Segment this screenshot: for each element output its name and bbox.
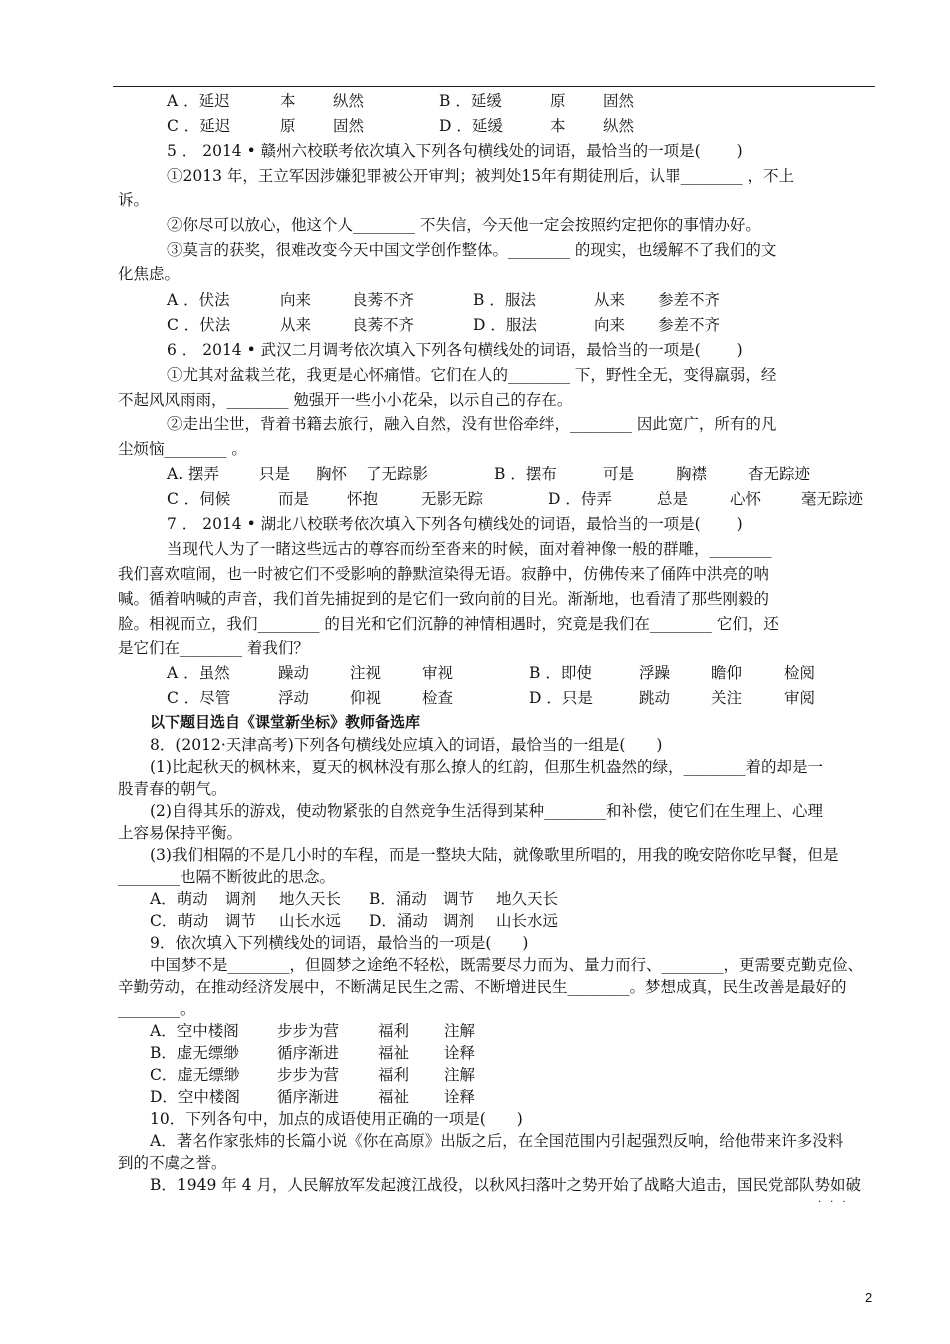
page-number: 2 bbox=[865, 1290, 873, 1305]
option-cell: 向来 bbox=[594, 316, 626, 334]
option-cell: 诠释 bbox=[444, 1044, 476, 1062]
option-cell: 调节 bbox=[443, 890, 475, 908]
option-cell: 仰视 bbox=[350, 689, 382, 707]
option-cell: B ．即使 bbox=[529, 664, 592, 682]
option-cell: D ．侍弄 bbox=[548, 490, 612, 508]
line-text: ________也隔不断彼此的思念。 bbox=[118, 868, 336, 886]
line-text: 6 ． 2014 • 武汉二月调考依次填入下列各句横线处的词语，最恰当的一项是( ) bbox=[167, 341, 743, 359]
option-cell: 调剂 bbox=[443, 912, 475, 930]
option-cell: 心怀 bbox=[730, 490, 762, 508]
option-cell: A. 摆弄 bbox=[167, 465, 220, 483]
option-cell: 良莠不齐 bbox=[352, 291, 415, 309]
option-cell: C ．伺候 bbox=[167, 490, 231, 508]
option-cell: 注解 bbox=[444, 1066, 476, 1084]
option-cell: 胸襟 bbox=[676, 465, 708, 483]
option-cell: 原 bbox=[280, 117, 296, 135]
option-cell: C．虚无缥缈 bbox=[150, 1066, 240, 1084]
option-cell: 可是 bbox=[603, 465, 635, 483]
option-cell: 原 bbox=[550, 92, 566, 110]
option-cell: 福利 bbox=[378, 1066, 410, 1084]
line-text: B．1949 年 4 月，人民解放军发起渡江战役，以秋风扫落叶之势开始了战略大追击，国民党部队势如破 bbox=[150, 1176, 861, 1194]
option-cell: 躁动 bbox=[278, 664, 310, 682]
option-cell: 审视 bbox=[422, 664, 454, 682]
option-cell: 怀抱 bbox=[347, 490, 379, 508]
option-cell: 胸怀 bbox=[316, 465, 348, 483]
line-text: 以下题目选自《课堂新坐标》教师备选库 bbox=[150, 713, 421, 731]
option-cell: 地久天长 bbox=[496, 890, 559, 908]
option-cell: D．涌动 bbox=[369, 912, 428, 930]
option-cell: 山长水远 bbox=[279, 912, 342, 930]
option-cell: 本 bbox=[550, 117, 566, 135]
option-cell: 参差不齐 bbox=[658, 291, 721, 309]
line-text: 10．下列各句中，加点的成语使用正确的一项是( ) bbox=[150, 1110, 523, 1128]
option-cell: 关注 bbox=[711, 689, 743, 707]
option-cell: 注视 bbox=[350, 664, 382, 682]
option-cell: 良莠不齐 bbox=[352, 316, 415, 334]
option-cell: C ．伏法 bbox=[167, 316, 231, 334]
line-text: 5 ． 2014 • 赣州六校联考依次填入下列各句横线处的词语，最恰当的一项是( ) bbox=[167, 142, 743, 160]
line-text: 诉。 bbox=[118, 191, 150, 209]
line-text: ②走出尘世，背着书籍去旅行，融入自然，没有世俗牵绊，________ 因此宽广，所有的凡 bbox=[167, 415, 777, 433]
line-text: 中国梦不是________，但圆梦之途绝不轻松，既需要尽力而为、量力而行、________，更需要克勤克俭、 bbox=[150, 956, 864, 974]
line-text: ①2013 年，王立军因涉嫌犯罪被公开审判；被判处15年有期徒刑后，认罪________ ，不上 bbox=[167, 167, 795, 185]
option-cell: 杳无踪迹 bbox=[748, 465, 811, 483]
option-cell: 瞻仰 bbox=[711, 664, 743, 682]
line-text: A．著名作家张炜的长篇小说《你在高原》出版之后，在全国范围内引起强烈反响，给他带来许多没料 bbox=[150, 1132, 844, 1150]
option-cell: 浮动 bbox=[278, 689, 310, 707]
option-cell: 山长水远 bbox=[496, 912, 559, 930]
option-cell: 调节 bbox=[225, 912, 257, 930]
option-cell: 福祉 bbox=[378, 1088, 410, 1106]
option-cell: A ．虽然 bbox=[167, 664, 230, 682]
line-text: ________。 bbox=[118, 1000, 196, 1018]
line-text: 尘烦恼________ 。 bbox=[118, 440, 247, 458]
line-text: ③莫言的获奖，很难改变今天中国文学创作整体。________ 的现实，也缓解不了我们的文 bbox=[167, 241, 777, 259]
option-cell: 审阅 bbox=[784, 689, 816, 707]
option-cell: C ．延迟 bbox=[167, 117, 231, 135]
line-text: 到的不虞之誉。 bbox=[118, 1154, 227, 1172]
option-cell: 毫无踪迹 bbox=[801, 490, 864, 508]
option-cell: 从来 bbox=[280, 316, 312, 334]
line-text: 脸。相视而立，我们________ 的目光和它们沉静的神情相遇时，究竟是我们在________ 它们，还 bbox=[118, 615, 779, 633]
option-cell: 地久天长 bbox=[279, 890, 342, 908]
line-text: 不起风风雨雨，________ 勉强开一些小小花朵，以示自己的存在。 bbox=[118, 391, 573, 409]
option-cell: A．萌动 bbox=[150, 890, 208, 908]
option-cell: 固然 bbox=[333, 117, 365, 135]
header-rule bbox=[113, 86, 875, 87]
option-cell: A ．延迟 bbox=[167, 92, 230, 110]
option-cell: B．涌动 bbox=[369, 890, 427, 908]
option-cell: D ．服法 bbox=[473, 316, 537, 334]
option-cell: B．虚无缥缈 bbox=[150, 1044, 239, 1062]
line-text: 7 ． 2014 • 湖北八校联考依次填入下列各句横线处的词语，最恰当的一项是( ) bbox=[167, 515, 743, 533]
option-cell: 浮躁 bbox=[639, 664, 671, 682]
option-cell: A ．伏法 bbox=[167, 291, 230, 309]
option-cell: 总是 bbox=[657, 490, 689, 508]
option-cell: 循序渐进 bbox=[277, 1044, 340, 1062]
option-cell: 无影无踪 bbox=[421, 490, 484, 508]
line-text: 我们喜欢喧闹，也一时被它们不受影响的静默渲染得无语。寂静中，仿佛传来了俑阵中洪亮的呐 bbox=[118, 565, 770, 583]
option-cell: 只是 bbox=[259, 465, 291, 483]
option-cell: A．空中楼阁 bbox=[150, 1022, 239, 1040]
line-text: 上容易保持平衡。 bbox=[118, 824, 243, 842]
line-text: (2)自得其乐的游戏，使动物紧张的自然竞争生活得到某种________和补偿，使它们在生理上、心理 bbox=[150, 802, 823, 820]
option-cell: 福利 bbox=[378, 1022, 410, 1040]
option-cell: 而是 bbox=[278, 490, 310, 508]
option-cell: 纵然 bbox=[603, 117, 635, 135]
option-cell: 福祉 bbox=[378, 1044, 410, 1062]
option-cell: C．萌动 bbox=[150, 912, 209, 930]
line-text: (3)我们相隔的不是几小时的车程，而是一整块大陆，就像歌里所唱的，用我的晚安陪你吃早餐，但是 bbox=[150, 846, 839, 864]
option-cell: 循序渐进 bbox=[277, 1088, 340, 1106]
emphasis-dots: ··· bbox=[818, 1197, 855, 1208]
line-text: 股青春的朝气。 bbox=[118, 780, 227, 798]
option-cell: 从来 bbox=[594, 291, 626, 309]
line-text: (1)比起秋天的枫林来，夏天的枫林没有那么撩人的红韵，但那生机盎然的绿，________着的却是一 bbox=[150, 758, 823, 776]
line-text: ①尤其对盆栽兰花，我更是心怀痛惜。它们在人的________ 下，野性全无，变得羸弱，经 bbox=[167, 366, 777, 384]
line-text: 化焦虑。 bbox=[118, 265, 181, 283]
option-cell: D．空中楼阁 bbox=[150, 1088, 240, 1106]
option-cell: 检阅 bbox=[784, 664, 816, 682]
option-cell: 纵然 bbox=[333, 92, 365, 110]
option-cell: B ．服法 bbox=[473, 291, 536, 309]
option-cell: 步步为营 bbox=[277, 1066, 340, 1084]
line-text: 9．依次填入下列横线处的词语，最恰当的一项是( ) bbox=[150, 934, 529, 952]
option-cell: D ．只是 bbox=[529, 689, 593, 707]
option-cell: 向来 bbox=[280, 291, 312, 309]
option-cell: 本 bbox=[280, 92, 296, 110]
option-cell: B ．延缓 bbox=[439, 92, 502, 110]
line-text: ②你尽可以放心，他这个人________ 不失信，今天他一定会按照约定把你的事情办好。 bbox=[167, 216, 761, 234]
option-cell: 了无踪影 bbox=[366, 465, 429, 483]
option-cell: 注解 bbox=[444, 1022, 476, 1040]
line-text: 喊。循着呐喊的声音，我们首先捕捉到的是它们一致向前的目光。渐渐地，也看清了那些刚毅的 bbox=[118, 590, 770, 608]
line-text: 当现代人为了一睹这些远古的尊容而纷至沓来的时候，面对着神像一般的群雕，________ bbox=[167, 540, 772, 558]
option-cell: B ．摆布 bbox=[494, 465, 557, 483]
option-cell: 诠释 bbox=[444, 1088, 476, 1106]
option-cell: 参差不齐 bbox=[658, 316, 721, 334]
option-cell: 固然 bbox=[603, 92, 635, 110]
option-cell: 步步为营 bbox=[277, 1022, 340, 1040]
option-cell: 检查 bbox=[422, 689, 454, 707]
option-cell: 跳动 bbox=[639, 689, 671, 707]
line-text: 辛勤劳动，在推动经济发展中，不断满足民生之需、不断增进民生________。梦想成真，民生改善是最好的 bbox=[118, 978, 847, 996]
option-cell: D ．延缓 bbox=[439, 117, 503, 135]
option-cell: C ．尽管 bbox=[167, 689, 231, 707]
line-text: 是它们在________ 着我们？ bbox=[118, 639, 309, 657]
line-text: 8．(2012·天津高考)下列各句横线处应填入的词语，最恰当的一组是( ) bbox=[150, 736, 663, 754]
option-cell: 调剂 bbox=[225, 890, 257, 908]
